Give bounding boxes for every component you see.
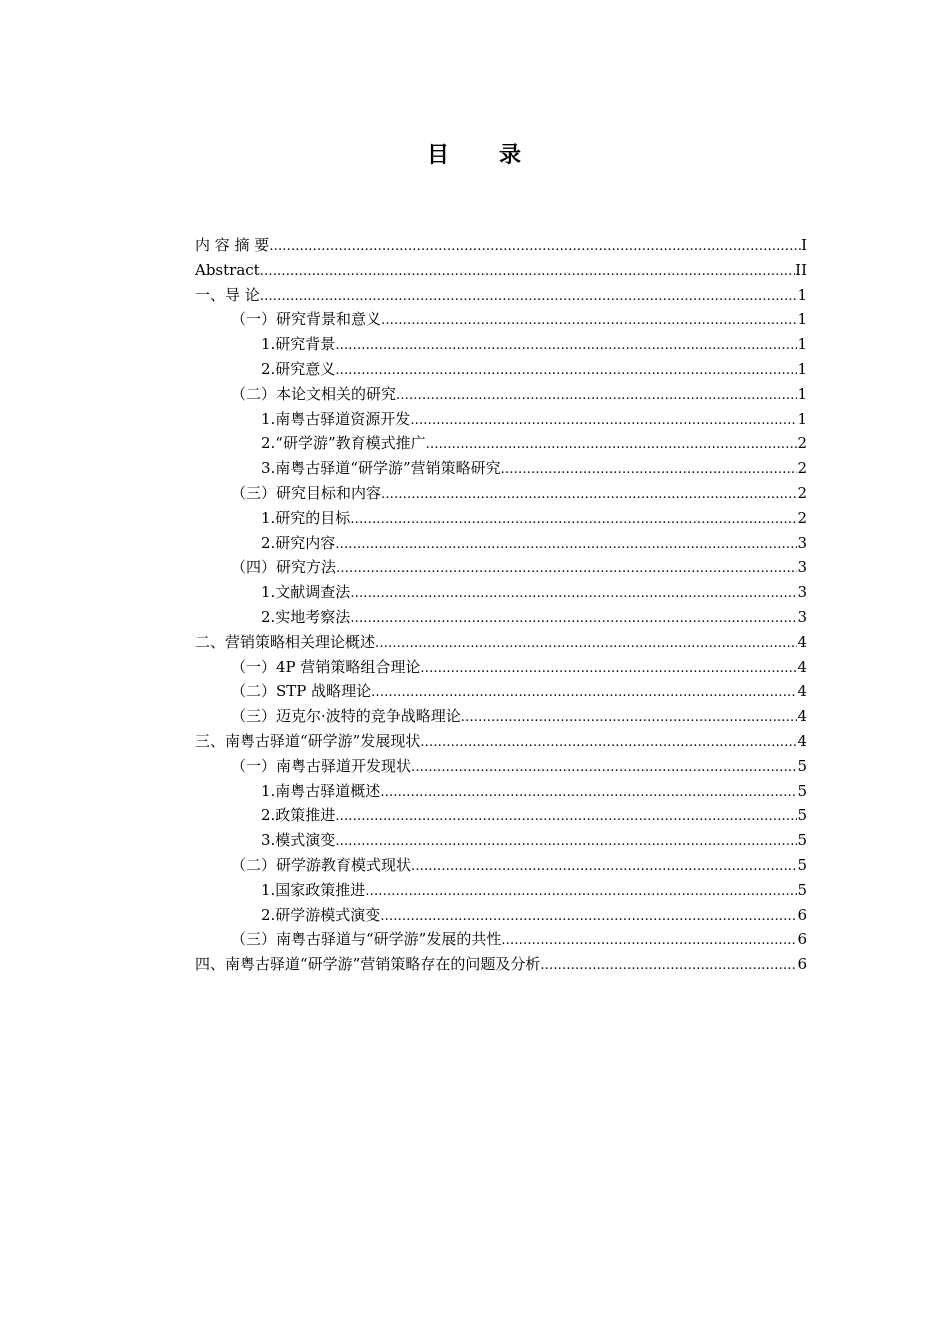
toc-entry-title: 1.南粤古驿道概述 — [261, 781, 381, 800]
toc-page-number: 5 — [797, 831, 807, 850]
toc-entry-title: （二）研学游教育模式现状 — [231, 855, 412, 874]
toc-entry-title: （三）研究目标和内容 — [231, 483, 382, 502]
toc-entry-title: 二、营销策略相关理论概述 — [195, 632, 376, 651]
toc-dot-leader — [335, 359, 797, 384]
toc-entry[interactable] — [195, 779, 807, 804]
toc-entry[interactable] — [195, 531, 807, 556]
toc-entry[interactable] — [195, 903, 807, 928]
page-title: 目 录 — [426, 143, 523, 168]
toc-entry[interactable] — [195, 952, 807, 977]
toc-dot-leader — [350, 582, 797, 607]
toc-dot-leader — [380, 781, 797, 806]
toc-page-number: 4 — [797, 682, 807, 701]
toc-entry[interactable] — [195, 580, 807, 605]
toc-entry[interactable] — [195, 456, 807, 481]
toc-entry[interactable] — [195, 506, 807, 531]
toc-dot-leader — [350, 508, 797, 533]
toc-dot-leader — [335, 334, 797, 359]
toc-entry-title: 1.文献调查法 — [261, 583, 351, 602]
toc-entry[interactable] — [195, 630, 807, 655]
toc-entry-title: 3.模式演变 — [261, 831, 336, 850]
toc-page-number: 3 — [797, 533, 807, 552]
toc-dot-leader — [350, 607, 797, 632]
toc-dot-leader — [335, 830, 797, 855]
toc-entry[interactable] — [195, 927, 807, 952]
toc-dot-leader — [381, 483, 797, 508]
toc-entry[interactable] — [195, 655, 807, 680]
toc-entry[interactable] — [195, 307, 807, 332]
toc-dot-leader — [335, 805, 797, 830]
toc-entry[interactable] — [195, 233, 807, 258]
toc-page-number: 2 — [797, 483, 807, 502]
toc-entry-title: （二）本论文相关的研究 — [231, 384, 397, 403]
toc-page-number: I — [801, 236, 807, 254]
toc-entry-title: 3.南粤古驿道“研学游”营销策略研究 — [261, 459, 501, 478]
toc-entry[interactable] — [195, 283, 807, 308]
toc-page-number: 2 — [797, 459, 807, 478]
toc-page-number: 5 — [797, 781, 807, 800]
toc-entry-title: （一）4P 营销策略组合理论 — [231, 657, 421, 676]
toc-page-number: 1 — [797, 310, 807, 329]
toc-dot-leader — [260, 285, 798, 310]
toc-entry-title: （一）南粤古驿道开发现状 — [231, 756, 412, 775]
toc-dot-leader — [380, 905, 797, 930]
toc-entry-title: 内 容 摘 要 — [195, 236, 270, 254]
toc-entry[interactable] — [195, 704, 807, 729]
toc-entry[interactable] — [195, 729, 807, 754]
toc-page-number: 1 — [797, 384, 807, 403]
toc-page-number: 1 — [797, 285, 807, 304]
toc-entry[interactable] — [195, 481, 807, 506]
toc-dot-leader — [411, 855, 797, 880]
toc-entry-title: （三）迈克尔·波特的竞争战略理论 — [231, 707, 461, 726]
toc-entry-title: 1.研究的目标 — [261, 508, 351, 527]
toc-page-number: 5 — [797, 756, 807, 775]
toc-dot-leader — [501, 458, 798, 483]
toc-dot-leader — [260, 260, 795, 285]
toc-page-number: 4 — [797, 707, 807, 726]
toc-page-number: 5 — [797, 880, 807, 899]
toc-entry-title: 1.研究背景 — [261, 335, 336, 354]
toc-dot-leader — [375, 632, 797, 657]
toc-dot-leader — [371, 681, 797, 706]
toc-entry-title: 2.研学游模式演变 — [261, 905, 381, 924]
toc-page-number: 6 — [797, 930, 807, 949]
toc-page-number: 6 — [797, 955, 807, 974]
toc-dot-leader — [396, 384, 797, 409]
toc-entry[interactable] — [195, 828, 807, 853]
toc-entry[interactable] — [195, 431, 807, 456]
toc-entry[interactable] — [195, 605, 807, 630]
toc-page-number: 6 — [797, 905, 807, 924]
toc-dot-leader — [540, 954, 797, 979]
toc-entry-title: （三）南粤古驿道与“研学游”发展的共性 — [231, 930, 502, 949]
toc-entry[interactable] — [195, 853, 807, 878]
toc-entry-title: 四、南粤古驿道“研学游”营销策略存在的问题及分析 — [195, 955, 541, 974]
toc-entry-title: 1.南粤古驿道资源开发 — [261, 409, 411, 428]
toc-page-number: 1 — [797, 335, 807, 354]
toc-dot-leader — [410, 409, 797, 434]
toc-page-number: 4 — [797, 731, 807, 750]
toc-entry-title: 三、南粤古驿道“研学游”发展现状 — [195, 731, 421, 750]
toc-dot-leader — [461, 706, 798, 731]
toc-page-number: 4 — [797, 632, 807, 651]
toc-entry[interactable] — [195, 754, 807, 779]
toc-page-number: 1 — [797, 359, 807, 378]
toc-dot-leader — [420, 657, 797, 682]
toc-entry[interactable] — [195, 803, 807, 828]
toc-entry[interactable] — [195, 679, 807, 704]
toc-page-number: II — [795, 260, 807, 279]
toc-page-number: 4 — [797, 657, 807, 676]
toc-entry-title: 2.研究意义 — [261, 359, 336, 378]
toc-entry-title: （一）研究背景和意义 — [231, 310, 382, 329]
toc-entry[interactable] — [195, 407, 807, 432]
toc-dot-leader — [426, 433, 798, 458]
toc-entry-title: （四）研究方法 — [231, 558, 337, 577]
toc-page-number: 5 — [797, 855, 807, 874]
toc-entry[interactable] — [195, 332, 807, 357]
toc-dot-leader — [420, 731, 797, 756]
toc-entry-title: 1.国家政策推进 — [261, 880, 366, 899]
toc-entry-title: 2.政策推进 — [261, 806, 336, 825]
toc-page-number: 3 — [797, 607, 807, 626]
toc-page-number: 3 — [797, 583, 807, 602]
toc-page-number: 2 — [797, 508, 807, 527]
toc-page-number: 2 — [797, 434, 807, 453]
toc-page-number: 1 — [797, 409, 807, 428]
toc-page-number: 3 — [797, 558, 807, 577]
toc-entry[interactable] — [195, 357, 807, 382]
toc-dot-leader — [335, 533, 797, 558]
toc-entry-title: 2.“研学游”教育模式推广 — [261, 434, 426, 453]
toc-entry[interactable] — [195, 382, 807, 407]
toc-dot-leader — [381, 309, 797, 334]
toc-dot-leader — [269, 235, 801, 260]
toc-entry-title: 2.研究内容 — [261, 533, 336, 552]
toc-entry-title: （二）STP 战略理论 — [231, 682, 372, 701]
table-of-contents — [195, 233, 807, 977]
toc-entry[interactable] — [195, 258, 807, 283]
toc-entry-title: 2.实地考察法 — [261, 607, 351, 626]
toc-dot-leader — [501, 929, 797, 954]
toc-page-number: 5 — [797, 806, 807, 825]
toc-dot-leader — [365, 880, 797, 905]
toc-entry[interactable] — [195, 555, 807, 580]
toc-entry-title: Abstract — [195, 260, 260, 279]
toc-entry-title: 一、导 论 — [195, 285, 260, 304]
toc-dot-leader — [411, 756, 797, 781]
toc-dot-leader — [336, 557, 797, 582]
toc-entry[interactable] — [195, 878, 807, 903]
